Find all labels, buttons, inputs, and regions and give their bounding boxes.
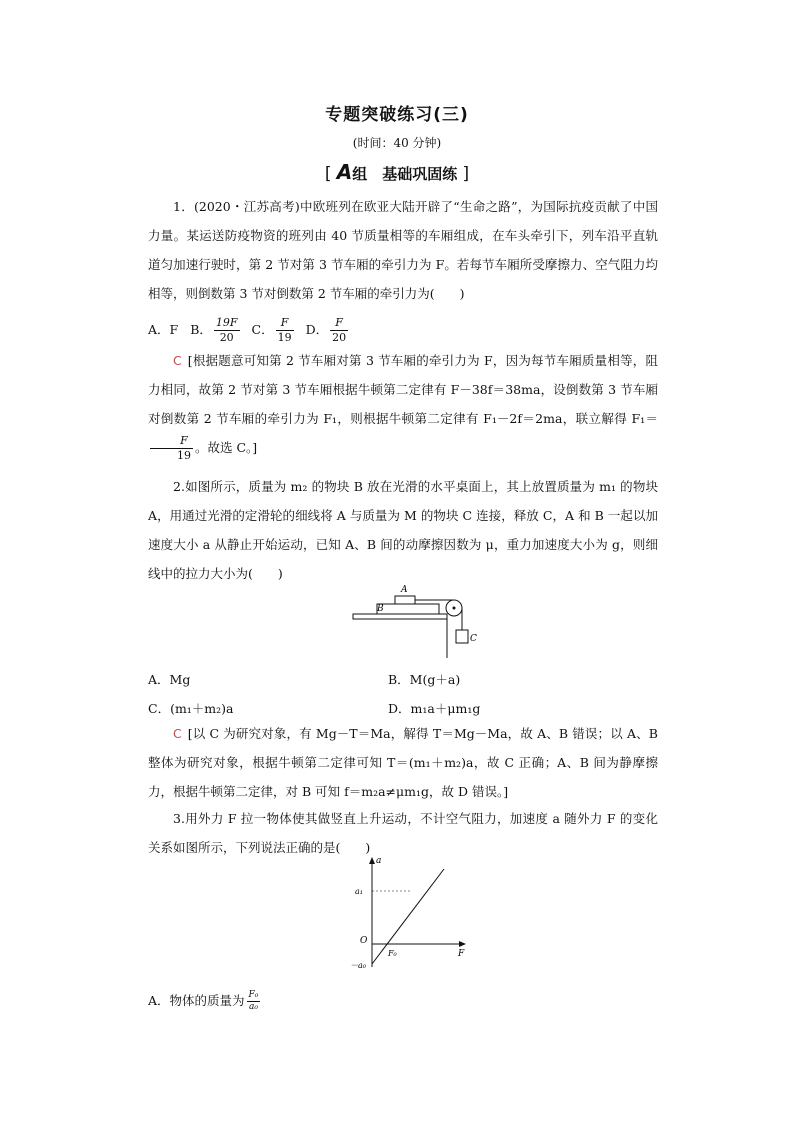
q1-stem: 1．(2020・江苏高考)中欧班列在欧亚大陆开辟了“生命之路”，为国际抗疫贡献了中国力量。某运送防疫物资的班列由 40 节质量相等的车厢组成，在车头牵引下，列车沿平直轨道匀加速行驶时，第 2 节对第 3 节车厢的牵引力为 F。若每节车厢所受摩擦力、空气阻力均相等，则倒数第 3 节对倒数第 2 节车厢的牵引力为( ) — [148, 199, 658, 301]
q1-option-d-label: D． — [305, 322, 329, 337]
q2-option-c: C．(m₁＋m₂)a — [148, 701, 234, 716]
pulley-axle — [453, 607, 456, 610]
group-bracket-left: [ — [324, 164, 332, 184]
q3-graph — [350, 855, 480, 973]
group-letter: A — [336, 160, 353, 184]
block-c — [456, 630, 468, 643]
q1-explanation-text: [根据题意可知第 2 节车厢对第 3 节车厢的牵引力为 F，因为每节车厢质量相等，阻力相同，故第 2 节对第 3 节车厢根据牛顿第二定律有 F－38f＝38ma，设倒数第 3 节车厢对倒数第 2 节车厢的牵引力为 F₁，则根据牛顿第二定律有 F₁－2f＝2ma，联立解得 F₁＝ — [148, 353, 658, 426]
label-a: A — [401, 585, 408, 595]
q1-option-d-fraction: $\frac{F}{20}$ — [332, 316, 347, 344]
group-heading — [0, 160, 794, 184]
f0-label: F₀ — [388, 949, 397, 958]
q3-option-a-text: A．物体的质量为 — [148, 993, 245, 1008]
q2-answer: C — [173, 726, 182, 741]
label-b: B — [377, 604, 384, 614]
table-surface — [353, 614, 447, 619]
page-title: 专题突破练习(三) — [325, 105, 469, 125]
q2-explanation — [148, 719, 658, 806]
a-f-line — [372, 869, 444, 964]
q3-option-a-fraction: $\frac{\text{F₀}}{\text{a₀}}$ — [248, 990, 259, 1012]
y-axis-arrow — [369, 857, 375, 864]
q2-option-d: D．m₁a＋μm₁g — [388, 701, 481, 716]
group-label: 组 基础巩固练 — [352, 165, 458, 183]
q1-answer: C — [173, 353, 182, 368]
origin-label: O — [360, 936, 368, 946]
q2-option-b: B．M(g＋a) — [388, 672, 461, 687]
q2-explanation-text: [以 C 为研究对象，有 Mg－T＝Ma，解得 T＝Mg－Ma，故 A、B 错误；以 A、B 整体为研究对象，根据牛顿第二定律可知 T＝(m₁＋m₂)a，故 C 正确；A、B 间为静摩擦力，根据牛顿第二定律，对 B 可知 f＝m₂a≠μm₁g，故 D 错误。] — [148, 726, 658, 799]
q2-figure — [350, 580, 480, 662]
q3-stem: 3.用外力 F 拉一物体使其做竖直上升运动，不计空气阻力，加速度 a 随外力 F 的变化关系如图所示，下列说法正确的是( ) — [148, 811, 658, 855]
q1-option-c-label: C． — [251, 322, 274, 337]
q1-option-a: A．F — [148, 322, 179, 337]
q1-explanation — [148, 346, 658, 463]
q1-option-b-label: B． — [190, 322, 212, 337]
q1-option-c-fraction: $\frac{F}{19}$ — [277, 316, 292, 344]
q3-option-a — [148, 990, 262, 1013]
block-a — [395, 596, 415, 604]
a1-label: a₁ — [355, 887, 363, 896]
q1-explanation-end: 。故选 C。] — [195, 440, 258, 455]
neg-a0-label: －a₀ — [350, 961, 366, 970]
block-b — [377, 604, 439, 614]
q2-stem: 2.如图所示，质量为 m₂ 的物块 B 放在光滑的水平桌面上，其上放置质量为 m₁ 的物块 A，用通过光滑的定滑轮的细线将 A 与质量为 M 的物块 C 连接，释放 C，A 和 B 一起以加速度大小 a 从静止开始运动，已知 A、B 间的动摩擦因数为 μ，重力加速度大小为 g，则细线中的拉力大小为( ) — [148, 479, 658, 581]
q1-option-b-fraction: $\frac{19F}{20}$ — [215, 316, 238, 344]
y-axis-label: a — [376, 856, 382, 866]
q2-option-a: A．Mg — [148, 672, 191, 687]
x-axis-arrow — [459, 941, 466, 947]
group-bracket-right: ] — [462, 164, 470, 184]
q1-options — [148, 316, 350, 345]
x-axis-label: F — [458, 949, 465, 959]
time-limit: (时间：40 分钟) — [352, 136, 442, 150]
label-c: C — [470, 634, 477, 644]
q1-explanation-fraction: $\frac{F}{19}$ — [150, 434, 193, 463]
